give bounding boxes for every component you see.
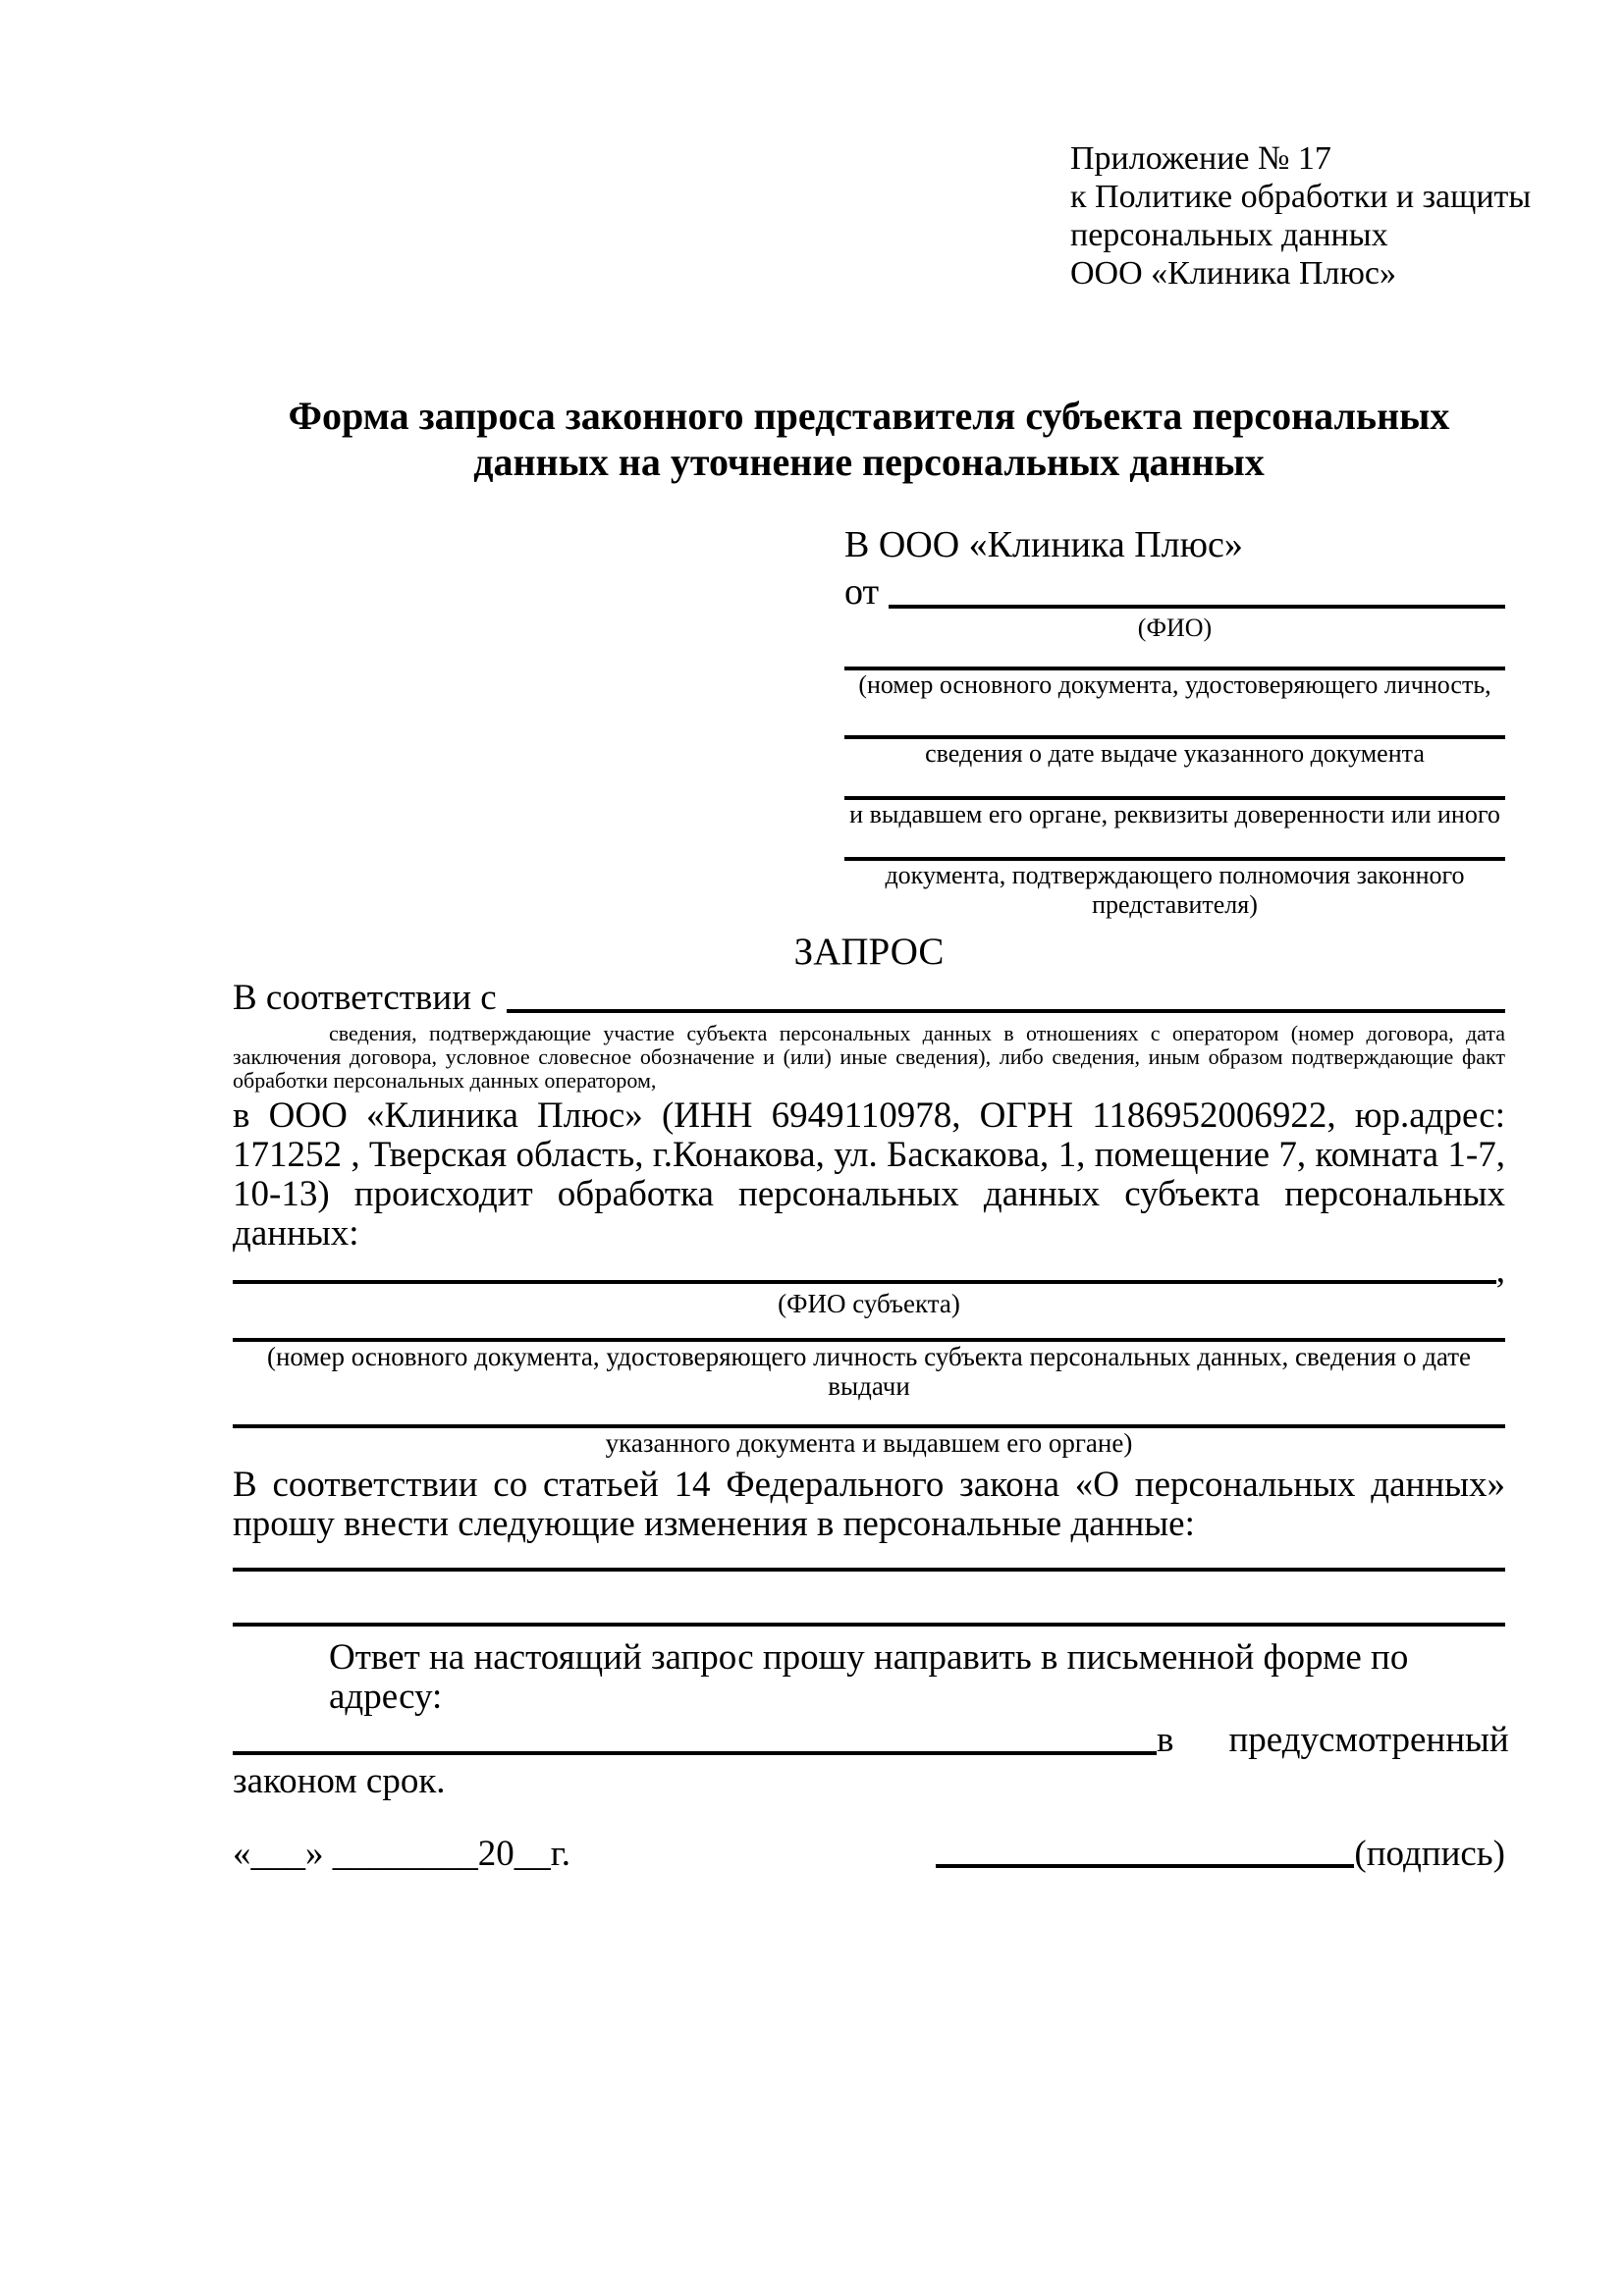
operator-paragraph: в ООО «Клиника Плюс» (ИНН 6949110978, ОГРН 1186952006922, юр.адрес: 171252 , Тверская область, г.Конакова, ул. Баскакова, 1, помещение 7, комната 1-7, 10-13) происходит обработка персональных данных субъекта персональных данных:: [233, 1095, 1505, 1254]
subject-doc-caption-bottom: указанного документа и выдавшем его органе): [605, 1428, 1133, 1458]
blank-line-caption: сведения о дате выдаче указанного документа: [925, 739, 1425, 768]
signature-caption: (подпись): [1354, 1834, 1505, 1874]
basis-label: В соответствии с: [233, 978, 497, 1018]
signature-area: [936, 1833, 1505, 1876]
changes-blank-line: [233, 1623, 1505, 1627]
request-heading: ЗАПРОС: [793, 931, 945, 973]
subject-fio-suffix: ,: [1495, 1251, 1505, 1291]
header-note-line: персональных данных: [1070, 217, 1388, 253]
addressee-org: В ООО «Клиника Плюс»: [844, 524, 1243, 565]
basis-footnote: сведения, подтверждающие участие субъекта персональных данных в отношениях с оператором (номер договора, дата заключения договора, условное словесное обозначение и (или) иные сведения), либо сведения, иным образом подтверждающие факт обработки персональных данных оператором,: [233, 1021, 1505, 1093]
from-row: [844, 566, 1505, 614]
signature-row: [233, 1833, 1505, 1876]
form-title: Форма запроса законного представителя субъекта персональных данных на уточнение персональных данных: [288, 394, 1450, 484]
header-note-line: к Политике обработки и защиты: [1070, 179, 1532, 215]
date-line: «___» ________20__г.: [233, 1834, 571, 1874]
blank-line-caption: (номер основного документа, удостоверяющего личность,: [858, 670, 1491, 699]
from-fill-line: [889, 566, 1505, 614]
subject-fio-blank-line: [233, 1254, 1496, 1289]
reply-intro: Ответ на настоящий запрос прошу направить в письменной форме по адресу:: [329, 1637, 1409, 1717]
request-body: [233, 977, 1509, 1876]
law-paragraph: В соответствии со статьей 14 Федерального закона «О персональных данных» прошу внести следующие изменения в персональные данные:: [233, 1465, 1505, 1544]
from-label: от: [844, 571, 880, 613]
fio-caption: (ФИО): [1137, 614, 1213, 642]
changes-blank-line: [233, 1568, 1505, 1572]
basis-fill-line: [507, 977, 1505, 1018]
header-note-line: Приложение № 17: [1070, 140, 1331, 177]
blank-line-caption: документа, подтверждающего полномочия законного представителя): [885, 861, 1465, 919]
subject-fio-row: [233, 1251, 1505, 1291]
reply-tail-word: в: [1157, 1720, 1174, 1760]
signature-blank-line: [936, 1833, 1354, 1868]
subject-fio-caption: (ФИО субъекта): [778, 1289, 960, 1318]
reply-tail-word: предусмотренный: [1228, 1720, 1509, 1760]
reply-address-blank-line: [233, 1717, 1157, 1760]
subject-doc-caption-top: (номер основного документа, удостоверяющего личность субъекта персональных данных, сведения о дате выдачи: [266, 1342, 1472, 1401]
addressee-block: [844, 523, 1505, 920]
header-note-line: ООО «Клиника Плюс»: [1070, 255, 1396, 292]
basis-row: [233, 977, 1505, 1018]
blank-line-caption: и выдавшем его органе, реквизиты доверенности или иного: [849, 800, 1500, 828]
reply-address-row: [233, 1717, 1509, 1760]
reply-closing: законом срок.: [233, 1761, 446, 1801]
header-note: [1070, 139, 1531, 293]
